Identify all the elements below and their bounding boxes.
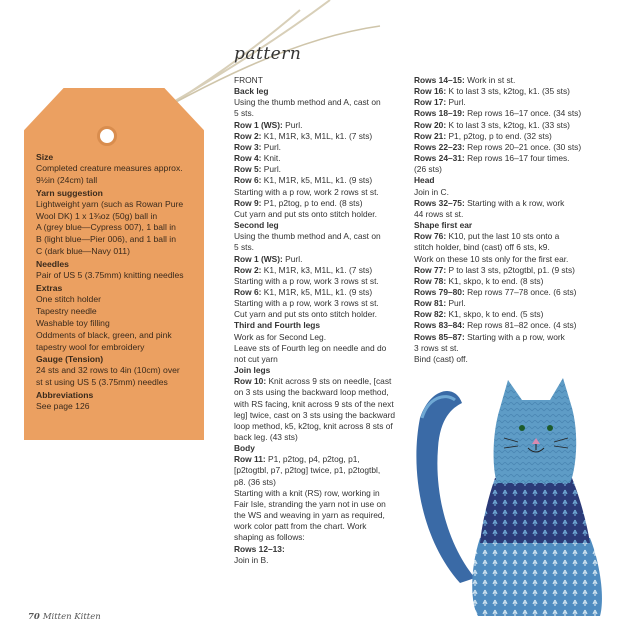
pattern-line-text: Purl. (446, 97, 466, 108)
pattern-line (234, 410, 406, 421)
pattern-line (234, 231, 406, 242)
pattern-line-label: Rows 83–84: (414, 320, 465, 331)
pattern-line-text: Bind (cast) off. (414, 353, 468, 364)
pattern-line (414, 120, 594, 131)
pattern-line-text: Starting with a p row, work 2 rows st st. (234, 186, 379, 197)
tag-line: Lightweight yarn (such as Rowan Pure (36, 198, 184, 209)
pattern-line (414, 153, 594, 164)
tag-line: See page 126 (36, 401, 90, 412)
pattern-line-text: Starting with a p row, work 3 rows st st. (234, 298, 379, 309)
pattern-line-text: loop method, k5, k2tog, knit across 8 sts of (234, 420, 393, 431)
pattern-line (234, 254, 406, 265)
pattern-line (234, 209, 406, 220)
pattern-line (234, 477, 406, 488)
pattern-line-label: Shape first ear (414, 220, 473, 231)
pattern-line (414, 187, 594, 198)
pattern-line (234, 376, 406, 387)
pattern-line (234, 153, 406, 164)
pattern-line (234, 287, 406, 298)
pattern-line (234, 276, 406, 287)
pattern-line (234, 432, 406, 443)
pattern-line (414, 298, 594, 309)
pattern-line-label: Row 2: (234, 130, 262, 141)
pattern-line-text: Join in C. (414, 186, 449, 197)
pattern-line-text: Rep rows 16–17 four times. (464, 153, 570, 164)
pattern-line (414, 175, 594, 186)
page-number: 70 (28, 612, 40, 622)
pattern-line-label: Row 20: (414, 119, 447, 130)
pattern-line-text: Rep rows 20–21 once. (30 sts) (464, 141, 582, 152)
pattern-line-text: the WS and weaving in yarn as required, (234, 510, 385, 521)
tag-line: Oddments of black, green, and pink (36, 329, 172, 340)
pattern-line (234, 131, 406, 142)
pattern-line-text: P1, p2tog, p4, p2tog, p1, (265, 454, 360, 465)
pattern-line-text: stitch holder, bind (cast) off 6 sts, k9. (414, 242, 550, 253)
pattern-line-label: Rows 85–87: (414, 331, 465, 342)
tag-line: 24 sts and 32 rows to 4in (10cm) over (36, 365, 180, 376)
pattern-line-text: Purl. (446, 298, 466, 309)
pattern-line-text: K1, M1R, k5, M1L, k1. (9 sts) (261, 286, 373, 297)
pattern-line (414, 220, 594, 231)
page-title: pattern (234, 44, 302, 64)
pattern-line (414, 86, 594, 97)
pattern-line-text: Starting with a p row, work 3 rows st st. (234, 275, 379, 286)
pattern-line-label: Body (234, 443, 255, 454)
pattern-line-label: Row 81: (414, 298, 447, 309)
pattern-line (414, 209, 594, 220)
pattern-line (234, 265, 406, 276)
pattern-line-label: Row 1 (WS): (234, 253, 283, 264)
pattern-line-text: K1, M1R, k3, M1L, k1. (7 sts) (261, 130, 373, 141)
pattern-column-2 (414, 75, 594, 365)
tag-line: A (grey blue—Cypress 007), 1 ball in (36, 222, 176, 233)
tag-line: Wool DK) 1 x 1¾oz (50g) ball in (36, 210, 158, 221)
pattern-line-text: K1, skpo, k to end. (5 sts) (446, 309, 544, 320)
pattern-line (234, 242, 406, 253)
pattern-line-text: Starting with a p row, work (464, 331, 565, 342)
pattern-line (234, 97, 406, 108)
pattern-line (234, 198, 406, 209)
pattern-line-text: Fair Isle, stranding the yarn not in use on (234, 498, 386, 509)
pattern-line-text: back leg. (43 sts) (234, 432, 298, 442)
pattern-line-text: Purl. (282, 119, 303, 130)
pattern-line-label: Rows 79–80: (414, 286, 465, 297)
tag-heading: Size (36, 152, 54, 162)
pattern-line-label: Row 10: (234, 376, 267, 387)
pattern-line-label: Row 2: (234, 264, 262, 275)
pattern-line (234, 164, 406, 175)
pattern-line-label: Row 5: (234, 164, 262, 175)
pattern-line-text: not cut yarn (234, 353, 278, 364)
pattern-line-text: Purl. (261, 164, 282, 175)
pattern-line (414, 164, 594, 175)
pattern-line-label: Row 3: (234, 141, 262, 152)
pattern-line-text: 3 rows st st. (414, 342, 459, 353)
pattern-line-text: Starting with a k row, work (464, 197, 565, 208)
pattern-line-text: Work in st st. (464, 75, 516, 85)
pattern-line-text: Work on these 10 sts only for the first ear. (414, 253, 569, 264)
pattern-line (234, 354, 406, 365)
pattern-line (234, 320, 406, 331)
tag-heading: Needles (36, 259, 69, 270)
pattern-line-text: Knit. (261, 153, 281, 164)
pattern-line-text: FRONT (234, 75, 263, 85)
pattern-line (414, 75, 594, 86)
pattern-line (234, 220, 406, 231)
pattern-line (234, 421, 406, 432)
tag-line: One stitch holder (36, 293, 101, 304)
pattern-line (234, 86, 406, 97)
tag-line: C (dark blue—Navy 011) (36, 246, 130, 257)
pattern-line-text: Rep rows 81–82 once. (4 sts) (464, 320, 577, 331)
pattern-line-text: p8. (36 sts) (234, 476, 276, 487)
pattern-line (234, 142, 406, 153)
pattern-line-label: Rows 22–23: (414, 141, 465, 152)
pattern-line (414, 309, 594, 320)
pattern-line-label: Rows 18–19: (414, 108, 465, 119)
pattern-line (414, 131, 594, 142)
tag-eyelet (97, 126, 117, 146)
pattern-line (234, 75, 406, 86)
pattern-line (234, 399, 406, 410)
pattern-column-1 (234, 75, 406, 566)
pattern-line-text: K1, skpo, k to end. (8 sts) (446, 275, 544, 286)
pattern-line-label: Row 82: (414, 309, 447, 320)
tag-heading: Gauge (Tension) (36, 354, 104, 365)
pattern-line-text: Rep rows 77–78 once. (6 sts) (464, 286, 577, 297)
pattern-line (234, 175, 406, 186)
pattern-line-text: leg] twice, cast on 3 sts using the backward (234, 409, 396, 420)
pattern-line (234, 454, 406, 465)
pattern-line-label: Row 4: (234, 153, 262, 164)
pattern-line (414, 354, 594, 365)
pattern-line-text: on 3 sts using the backward loop method, (234, 387, 389, 398)
pattern-line (414, 320, 594, 331)
pattern-line-text: Purl. (282, 253, 303, 264)
pattern-line (414, 97, 594, 108)
pattern-line-label: Row 78: (414, 275, 447, 286)
pattern-line (414, 265, 594, 276)
pattern-line-text: P to last 3 sts, p2togtbl, p1. (9 sts) (446, 264, 575, 275)
pattern-line-text: K to last 3 sts, k2tog, k1. (33 sts) (446, 119, 570, 130)
pattern-line-label: Row 6: (234, 286, 262, 297)
pattern-line (414, 108, 594, 119)
pattern-line-text: P1, p2tog, p to end. (8 sts) (261, 197, 363, 208)
pattern-line (234, 298, 406, 309)
pattern-line-label: Row 11: (234, 454, 266, 465)
pattern-line-text: work color patt from the chart. Work (234, 521, 367, 532)
pattern-line-text: (26 sts) (414, 164, 442, 175)
pattern-line-label: Rows 14–15: (414, 75, 465, 85)
tag-heading: Abbreviations (36, 390, 94, 401)
tag-line: Tapestry needle (36, 305, 97, 316)
pattern-line (234, 343, 406, 354)
pattern-line (234, 332, 406, 343)
pattern-line-text: K1, M1R, k5, M1L, k1. (9 sts) (261, 175, 373, 186)
pattern-line (234, 309, 406, 320)
pattern-line-text: K10, put the last 10 sts onto a (446, 231, 560, 242)
pattern-line-label: Head (414, 175, 435, 186)
pattern-line (414, 254, 594, 265)
pattern-line-text: K to last 3 sts, k2tog, k1. (35 sts) (446, 86, 570, 97)
pattern-line-text: Join in B. (234, 554, 269, 565)
pattern-line-label: Rows 12–13: (234, 543, 285, 554)
pattern-line (234, 387, 406, 398)
pattern-line (234, 555, 406, 566)
pattern-line (234, 510, 406, 521)
pattern-line-text: Knit across 9 sts on needle, [cast (266, 376, 392, 387)
knitted-cat-photo (400, 378, 615, 618)
tag-line: st st using US 5 (3.75mm) needles (36, 377, 168, 388)
pattern-line-text: shaping as follows: (234, 532, 305, 543)
pattern-line (234, 465, 406, 476)
tag-line: 9½in (24cm) tall (36, 174, 98, 185)
pattern-line (234, 365, 406, 376)
pattern-line-label: Row 77: (414, 264, 447, 275)
tag-line: Washable toy filling (36, 317, 110, 328)
pattern-line-text: with RS facing, knit across 9 sts of the next (234, 398, 394, 409)
pattern-line-label: Row 1 (WS): (234, 119, 283, 130)
tag-line: tapestry wool for embroidery (36, 341, 145, 352)
tag-details (36, 150, 196, 413)
pattern-line (414, 287, 594, 298)
pattern-line (234, 499, 406, 510)
pattern-line (234, 488, 406, 499)
pattern-line (234, 120, 406, 131)
tag-heading: Extras (36, 282, 63, 293)
pattern-line (414, 242, 594, 253)
pattern-line-label: Join legs (234, 365, 271, 376)
pattern-line-text: Using the thumb method and A, cast on (234, 97, 381, 108)
pattern-line (234, 187, 406, 198)
pattern-line-label: Third and Fourth legs (234, 320, 321, 331)
tag-line: Pair of US 5 (3.75mm) knitting needles (36, 270, 184, 281)
pattern-line-label: Row 17: (414, 97, 447, 108)
pattern-line (234, 443, 406, 454)
pattern-line-text: Using the thumb method and A, cast on (234, 231, 381, 242)
pattern-line (414, 332, 594, 343)
pattern-line-text: Work as for Second Leg. (234, 331, 327, 342)
pattern-line-label: Row 21: (414, 130, 447, 141)
tag-heading: Yarn suggestion (36, 187, 103, 198)
pattern-line-label: Row 6: (234, 175, 262, 186)
pattern-line-text: Leave sts of Fourth leg on needle and do (234, 342, 387, 353)
pattern-line-text: K1, M1R, k3, M1L, k1. (7 sts) (261, 264, 373, 275)
pattern-line-label: Row 9: (234, 197, 262, 208)
pattern-line-text: Cut yarn and put sts onto stitch holder. (234, 208, 377, 219)
pattern-line (414, 231, 594, 242)
pattern-line-text: 5 sts. (234, 242, 255, 253)
pattern-line-text: 44 rows st st. (414, 208, 464, 219)
pattern-line (414, 198, 594, 209)
pattern-line-label: Second leg (234, 220, 279, 231)
pattern-line (414, 142, 594, 153)
page-footer (28, 612, 101, 622)
tag-line: Completed creature measures approx. (36, 162, 183, 173)
tag-line: B (light blue—Pier 006), and 1 ball in (36, 234, 176, 245)
pattern-line (234, 544, 406, 555)
pattern-line (414, 343, 594, 354)
pattern-line-text: Purl. (261, 141, 282, 152)
pattern-line-text: Cut yarn and put sts onto stitch holder. (234, 309, 377, 320)
pattern-line-label: Row 16: (414, 86, 447, 97)
pattern-line-label: Row 76: (414, 231, 447, 242)
pattern-line-label: Rows 24–31: (414, 153, 465, 164)
pattern-line-label: Back leg (234, 86, 269, 97)
pattern-line-text: Starting with a knit (RS) row, working in (234, 487, 380, 498)
pattern-line (234, 521, 406, 532)
pattern-line (234, 532, 406, 543)
pattern-line-text: P1, p2tog, p to end. (32 sts) (446, 130, 552, 141)
pattern-line-text: 5 sts. (234, 108, 255, 119)
pattern-line-text: Rep rows 16–17 once. (34 sts) (464, 108, 582, 119)
pattern-line-text: [p2togtbl, p7, p2tog] twice, p1, p2togtbl, (234, 465, 381, 476)
pattern-line (414, 276, 594, 287)
book-title: Mitten Kitten (42, 612, 101, 622)
pattern-line-label: Rows 32–75: (414, 197, 465, 208)
pattern-line (234, 108, 406, 119)
